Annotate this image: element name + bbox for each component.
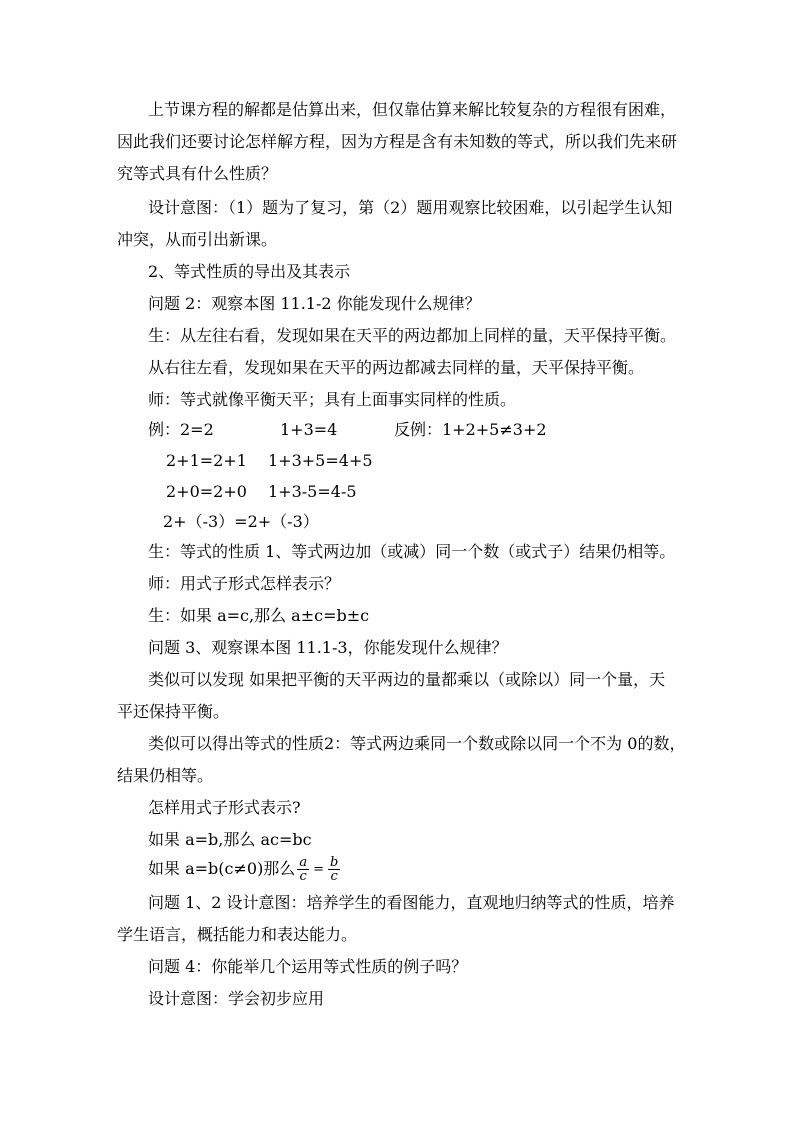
fraction-numerator: b [329,855,339,870]
paragraph-line: 类似可以发现 如果把平衡的天平两边的量都乘以（或除以）同一个量，天 [148,670,666,689]
fraction-numerator: a [299,855,308,870]
paragraph-line: 学生语言，概括能力和表达能力。 [117,925,358,944]
paragraph-line: 问题 1、2 设计意图：培养学生的看图能力，直观地归纳等式的性质，培养 [148,893,675,912]
example-row [166,451,466,471]
paragraph-line: 平还保持平衡。 [117,702,230,721]
paragraph-line: 设计意图：（1）题为了复习，第（2）题用观察比较困难，以引起学生认知 [148,198,673,217]
example-text: 1+3=4 [280,420,338,439]
paragraph-line: 结果仍相等。 [117,766,214,785]
formula-line: 生：如果 a=c,那么 a±c=b±c [148,606,370,625]
paragraph-line: 设计意图：学会初步应用 [148,989,325,1008]
example-text: 1+3-5=4-5 [268,482,357,501]
example-row: 2+（-3）=2+（-3） [163,512,319,531]
question-line: 问题 3、观察课本图 11.1-3，你能发现什么规律？ [148,638,508,657]
example-row [148,420,568,440]
paragraph-line: 究等式具有什么性质？ [117,164,278,183]
paragraph-line: 怎样用式子形式表示? [148,798,301,817]
paragraph-line: 生：等式的性质 1、等式两边加（或减）同一个数（或式子）结果仍相等。 [148,542,676,561]
fraction-denominator: c [299,869,307,884]
paragraph-line: 类似可以得出等式的性质2：等式两边乘同一个数或除以同一个不为 0的数， [148,734,686,753]
paragraph-line: 生：从左往右看，发现如果在天平的两边都加上同样的量，天平保持平衡。 [148,326,677,345]
paragraph-line: 从右往左看，发现如果在天平的两边都减去同样的量，天平保持平衡。 [148,358,645,377]
formula-prefix: 如果 a=b(c≠0)那么 [148,859,296,878]
fraction-b-over-c [328,856,340,883]
question-line: 问题 4：你能举几个运用等式性质的例子吗？ [148,957,468,976]
equals-sign: = [313,861,324,877]
example-text: 2+0=2+0 [166,482,247,501]
example-text: 例：2=2 [148,420,214,439]
paragraph-line: 冲突，从而引出新课。 [117,230,278,249]
question-line: 问题 2：观察本图 11.1-2 你能发现什么规律？ [148,294,481,313]
section-heading: 2、等式性质的导出及其表示 [148,262,351,281]
paragraph-line: 上节课方程的解都是估算出来，但仅靠估算来解比较复杂的方程很有困难， [148,100,677,119]
example-text: 2+1=2+1 [166,451,247,470]
paragraph-line: 师：等式就像平衡天平；具有上面事实同样的性质。 [148,390,517,409]
paragraph-line: 师：用式子形式怎样表示？ [148,574,341,593]
counter-example-text: 反例：1+2+5≠3+2 [394,420,547,439]
example-row [166,482,466,502]
fraction-denominator: c [330,869,338,884]
paragraph-line: 因此我们还要讨论怎样解方程，因为方程是含有未知数的等式，所以我们先来研 [117,132,678,151]
fraction-formula-line [148,851,342,888]
formula-line: 如果 a=b,那么 ac=bc [148,830,312,849]
fraction-a-over-c [297,856,309,883]
example-text: 1+3+5=4+5 [268,451,373,470]
